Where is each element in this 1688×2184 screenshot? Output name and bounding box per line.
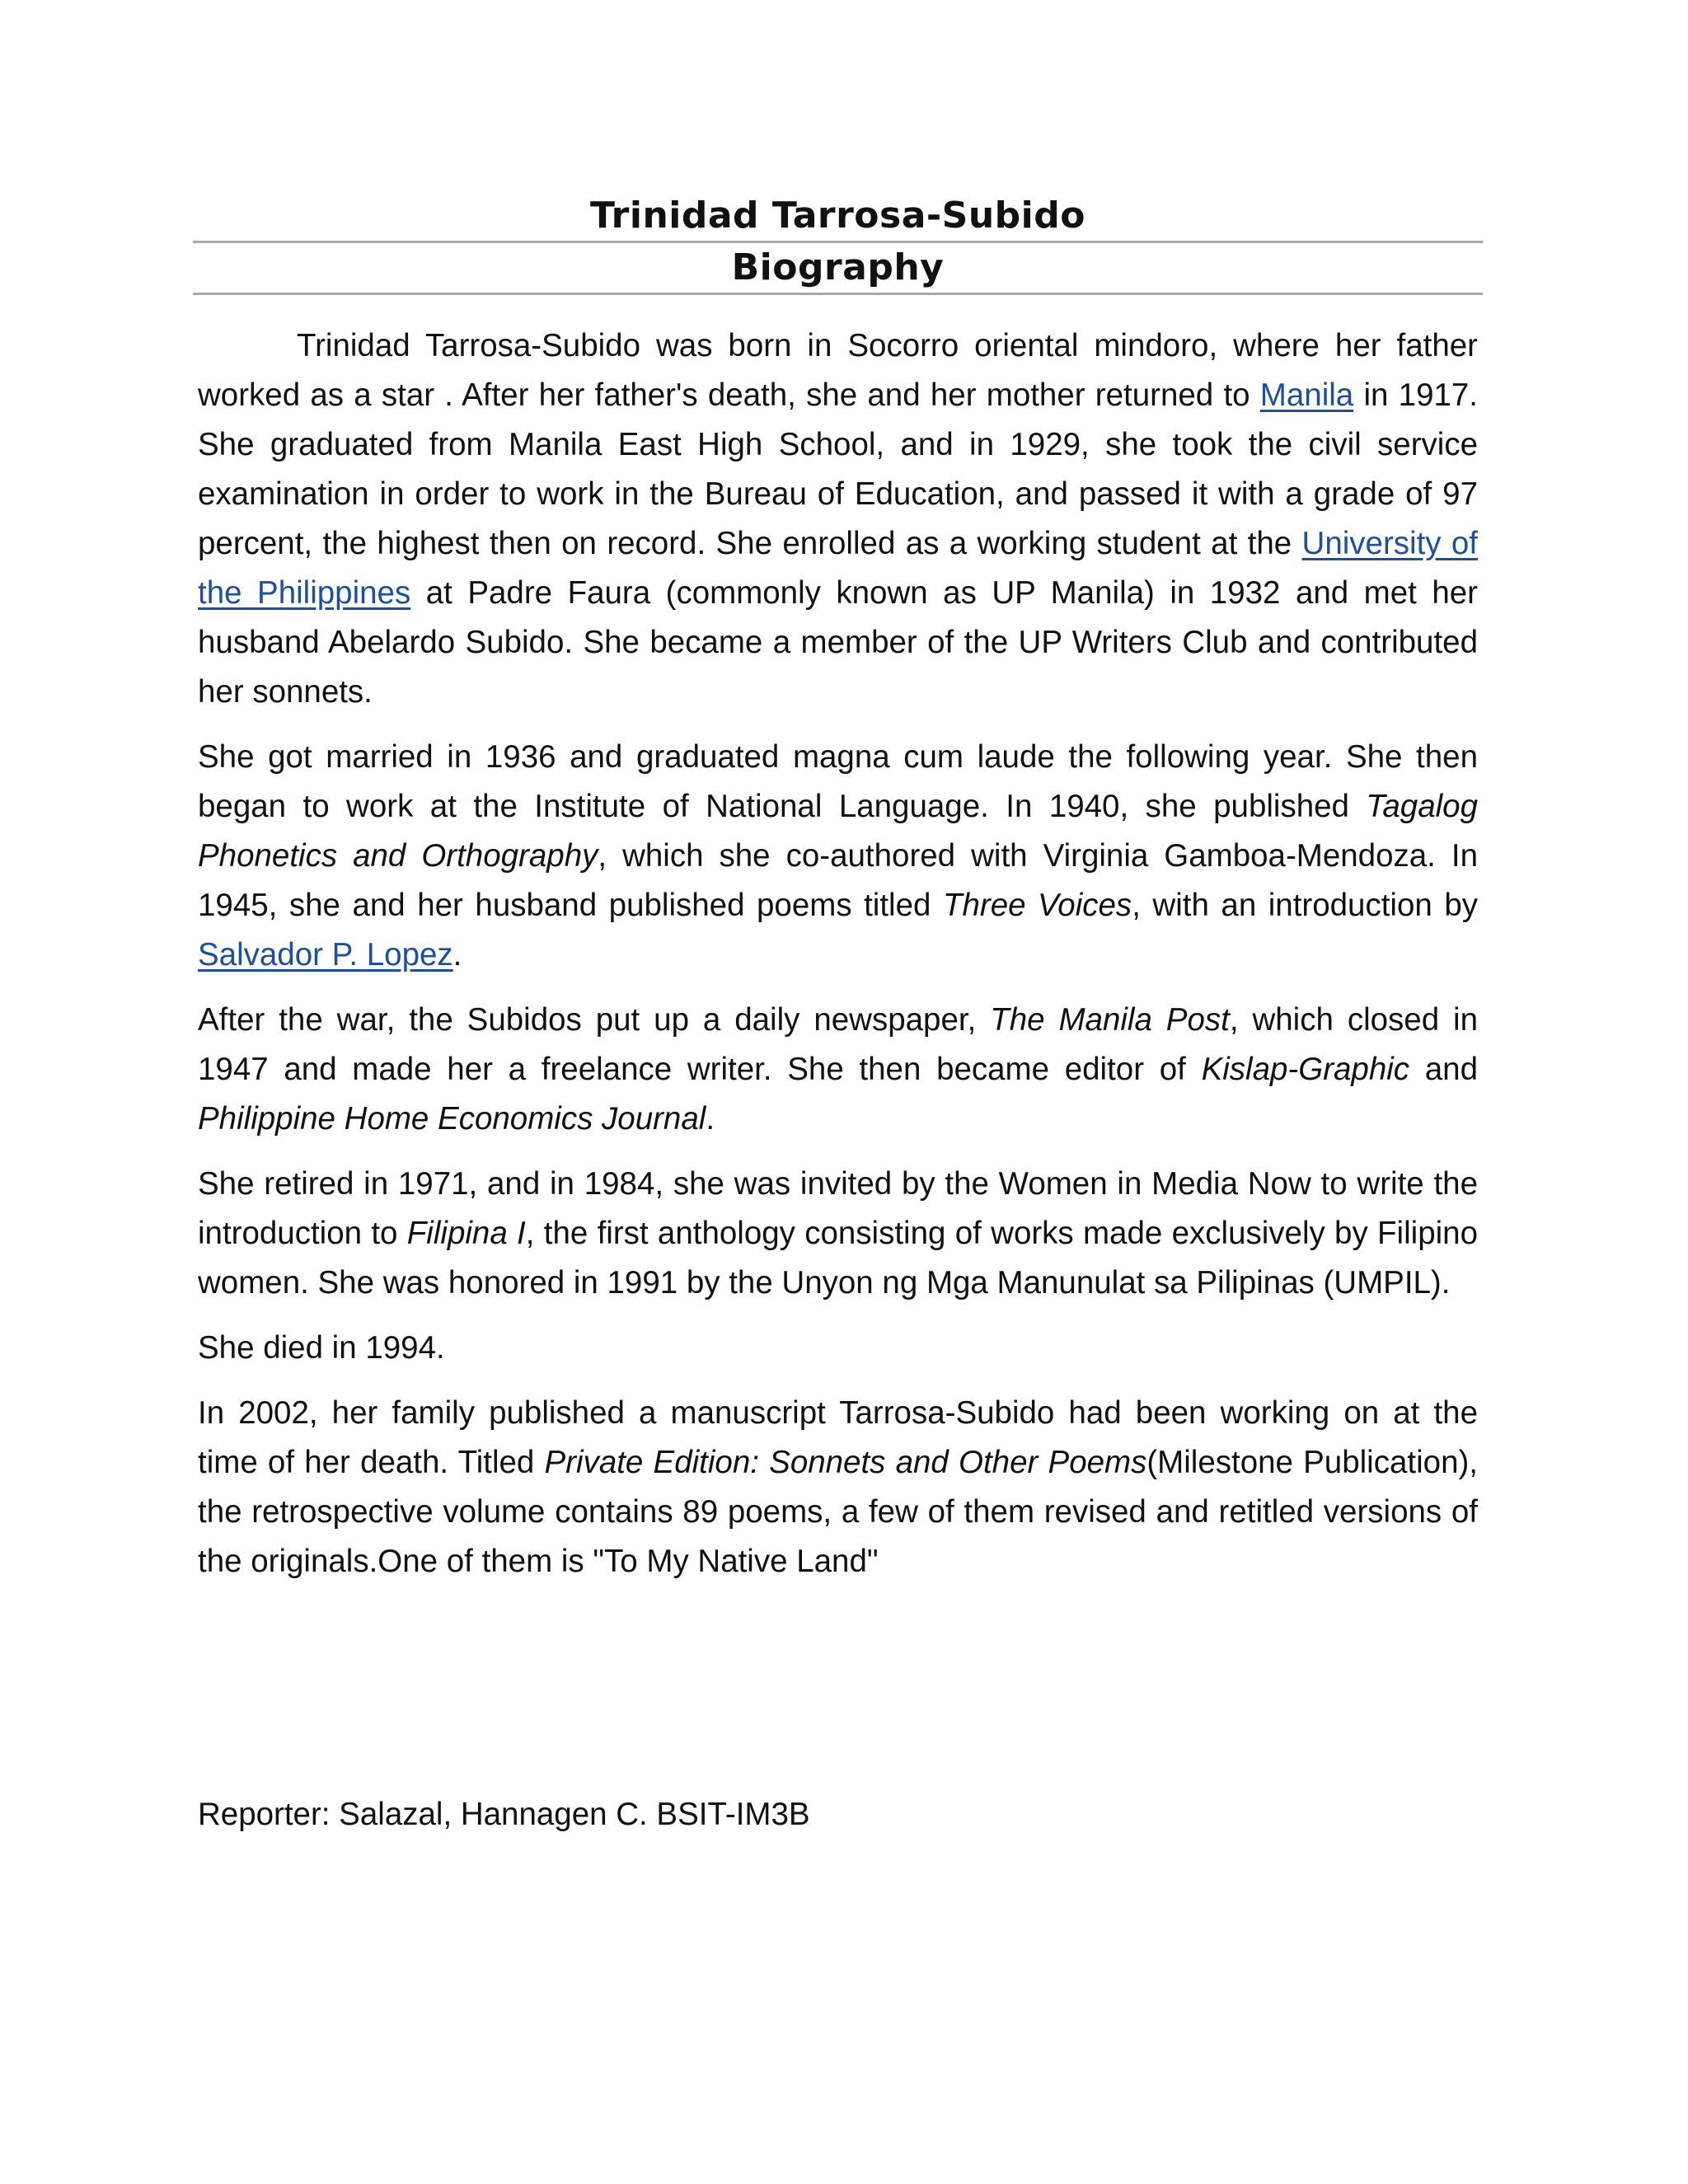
text-span: She retired in 1971, and in 1984, she was invited by the Women in Media Now to write the introduction to xyxy=(198,1166,1478,1251)
link-manila[interactable]: Manila xyxy=(1259,377,1354,413)
italic-title: Tagalog Phonetics and Orthography xyxy=(198,789,1478,874)
text-span: (Milestone Publication), the retrospective volume contains 89 poems, a few of them revised and retitled versions of the originals.One of them is "To My Native Land" xyxy=(198,1445,1478,1579)
text-span: and xyxy=(1409,1052,1479,1087)
text-span: , the first anthology consisting of works made exclusively by Filipino women. She was honored in 1991 by the Unyon ng Mga Manunulat sa Pilipinas (UMPIL). xyxy=(198,1216,1478,1301)
paragraph-after-war xyxy=(198,996,1478,1144)
paragraph-death xyxy=(198,1324,1478,1373)
paragraph-retirement xyxy=(198,1160,1478,1308)
text-span: After the war, the Subidos put up a daily newspaper, xyxy=(198,1002,991,1038)
text-span: . xyxy=(706,1101,715,1137)
text-span: She got married in 1936 and graduated magna cum laude the following year. She then began to work at the Institute of National Language. In 1940, she published xyxy=(198,739,1478,824)
page-title: Trinidad Tarrosa-Subido xyxy=(590,194,1085,237)
italic-title: The Manila Post xyxy=(990,1002,1230,1038)
italic-title: Three Voices xyxy=(942,888,1132,923)
paragraph-early-life xyxy=(198,321,1478,717)
biography-body xyxy=(198,321,1478,1602)
page-subtitle: Biography xyxy=(731,246,945,288)
text-span: , with an introduction by xyxy=(1132,888,1478,923)
italic-title: Philippine Home Economics Journal xyxy=(198,1101,706,1137)
paragraph-marriage xyxy=(198,733,1478,980)
text-span: in 1917. She graduated from Manila East High School, and in 1929, she took the civil service examination in order to work in the Bureau of Education, and passed it with a grade of 97 percent, the highest then on record. She enrolled as a working student at the xyxy=(198,377,1478,561)
text-span: , which she co-authored with Virginia Gamboa-Mendoza. In 1945, she and her husband published poems titled xyxy=(198,838,1478,923)
link-university-of-the-philippines[interactable]: University of the Philippines xyxy=(198,526,1478,611)
text-span: She died in 1994. xyxy=(198,1330,445,1366)
text-span: at Padre Faura (commonly known as UP Manila) in 1932 and met her husband Abelardo Subido. She became a member of the UP Writers Club and contributed her sonnets. xyxy=(198,575,1479,710)
text-span: . xyxy=(452,937,462,972)
text-span: , which closed in 1947 and made her a freelance writer. She then became editor of xyxy=(198,1002,1478,1087)
title-block xyxy=(193,191,1483,295)
reporter-credit: Reporter: Salazal, Hannagen C. BSIT-IM3B xyxy=(198,1797,810,1832)
subtitle-divider xyxy=(193,293,1483,295)
italic-title: Filipina I xyxy=(406,1216,526,1251)
italic-title: Kislap-Graphic xyxy=(1201,1052,1410,1087)
italic-title: Private Edition: Sonnets and Other Poems xyxy=(544,1445,1147,1480)
text-span: Trinidad Tarrosa-Subido was born in Socorro oriental mindoro, where her father worked as a star . After her father's death, she and her mother returned to xyxy=(198,328,1478,413)
text-span: In 2002, her family published a manuscript Tarrosa-Subido had been working on at the time of her death. Titled xyxy=(198,1395,1478,1480)
link-salvador-p-lopez[interactable]: Salvador P. Lopez xyxy=(198,937,453,972)
paragraph-legacy xyxy=(198,1389,1478,1586)
